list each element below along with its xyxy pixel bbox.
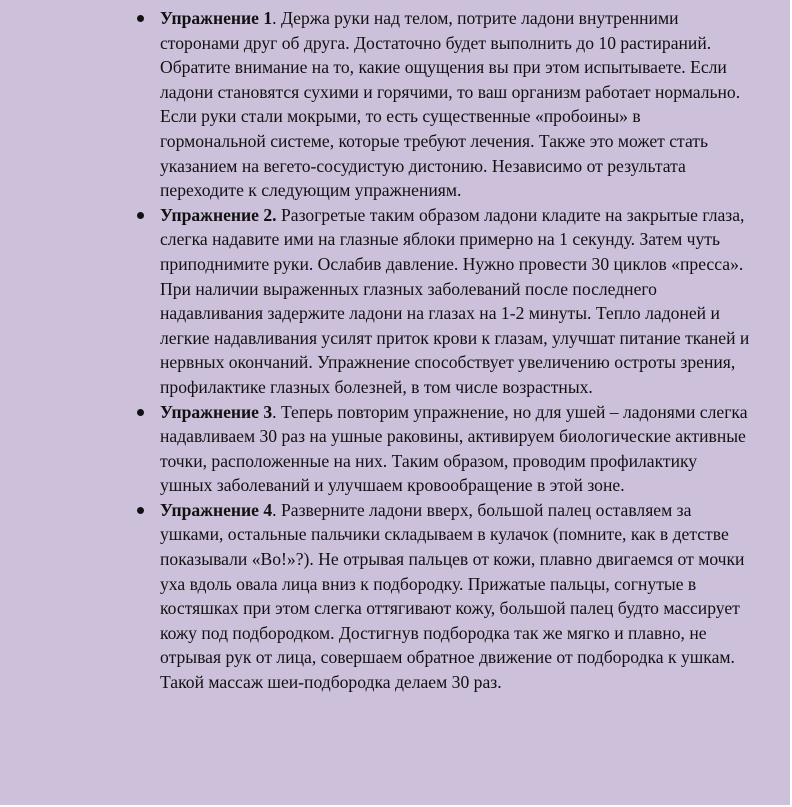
bullet-icon xyxy=(137,15,144,22)
exercise-text: . Разверните ладони вверх, большой палец оставляем за ушками, остальные пальчики складываем в кулачок (помните, как в детстве показывали «Во!»?). Не отрывая пальцев от кожи, плавно двигаемся от мочки уха вдоль овала лица вниз к подбородку. Прижатые пальцы, согнутые в костяшках при этом слегка оттягивают кожу, большой палец будто массирует кожу под подбородком. Достигнув подбородка так же мягко и плавно, не отрывая рук от лица, совершаем обратное движение от подбородка к ушкам. Такой массаж шеи-подбородка делаем 30 раз. xyxy=(160,499,745,693)
exercise-title: Упражнение 1 xyxy=(160,8,273,28)
exercise-title: Упражнение 4 xyxy=(160,499,273,520)
exercise-text: . Держа руки над телом, потрите ладони внутренними сторонами друг об друга. Достаточно будет выполнить до 10 растираний. Обратите внимание на то, какие ощущения вы при этом испытываете. Если ладони становятся сухими и горячими, то ваш организм работает нормально. Если руки стали мокрыми, то есть существенные «пробоины» в гормональной системе, которые требуют лечения. Также это может стать указанием на вегето-сосудистую дистонию. Независимо от результата переходите к следующим упражнениям. xyxy=(160,8,741,201)
bullet-icon xyxy=(137,507,144,514)
exercise-item-2 xyxy=(160,203,750,400)
exercise-item-3 xyxy=(160,400,750,498)
exercise-item-4 xyxy=(160,498,750,695)
bullet-icon xyxy=(137,409,144,416)
exercise-list xyxy=(160,6,750,695)
exercise-text: . Теперь повторим упражнение, но для ушей – ладонями слегка надавливаем 30 раз на ушные раковины, активируем биологические активные точки, расположенные на них. Таким образом, проводим профилактику ушных заболеваний и улучшаем кровообращение в этой зоне. xyxy=(160,401,748,496)
exercise-item-1 xyxy=(160,6,750,203)
bullet-icon xyxy=(137,212,144,219)
exercise-title: Упражнение 2. xyxy=(160,204,277,225)
exercise-title: Упражнение 3 xyxy=(160,401,273,422)
exercise-text: Разогретые таким образом ладони кладите на закрытые глаза, слегка надавите ими на глазные яблоки примерно на 1 секунду. Затем чуть приподнимите руки. Ослабив давление. Нужно провести 30 циклов «пресса». При наличии выраженных глазных заболеваний после последнего надавливания задержите ладони на глазах на 1-2 минуты. Тепло ладоней и легкие надавливания усилят приток крови к глазам, улучшат питание тканей и нервных окончаний. Упражнение способствует увеличению остроты зрения, профилактике глазных болезней, в том числе возрастных. xyxy=(160,204,750,397)
